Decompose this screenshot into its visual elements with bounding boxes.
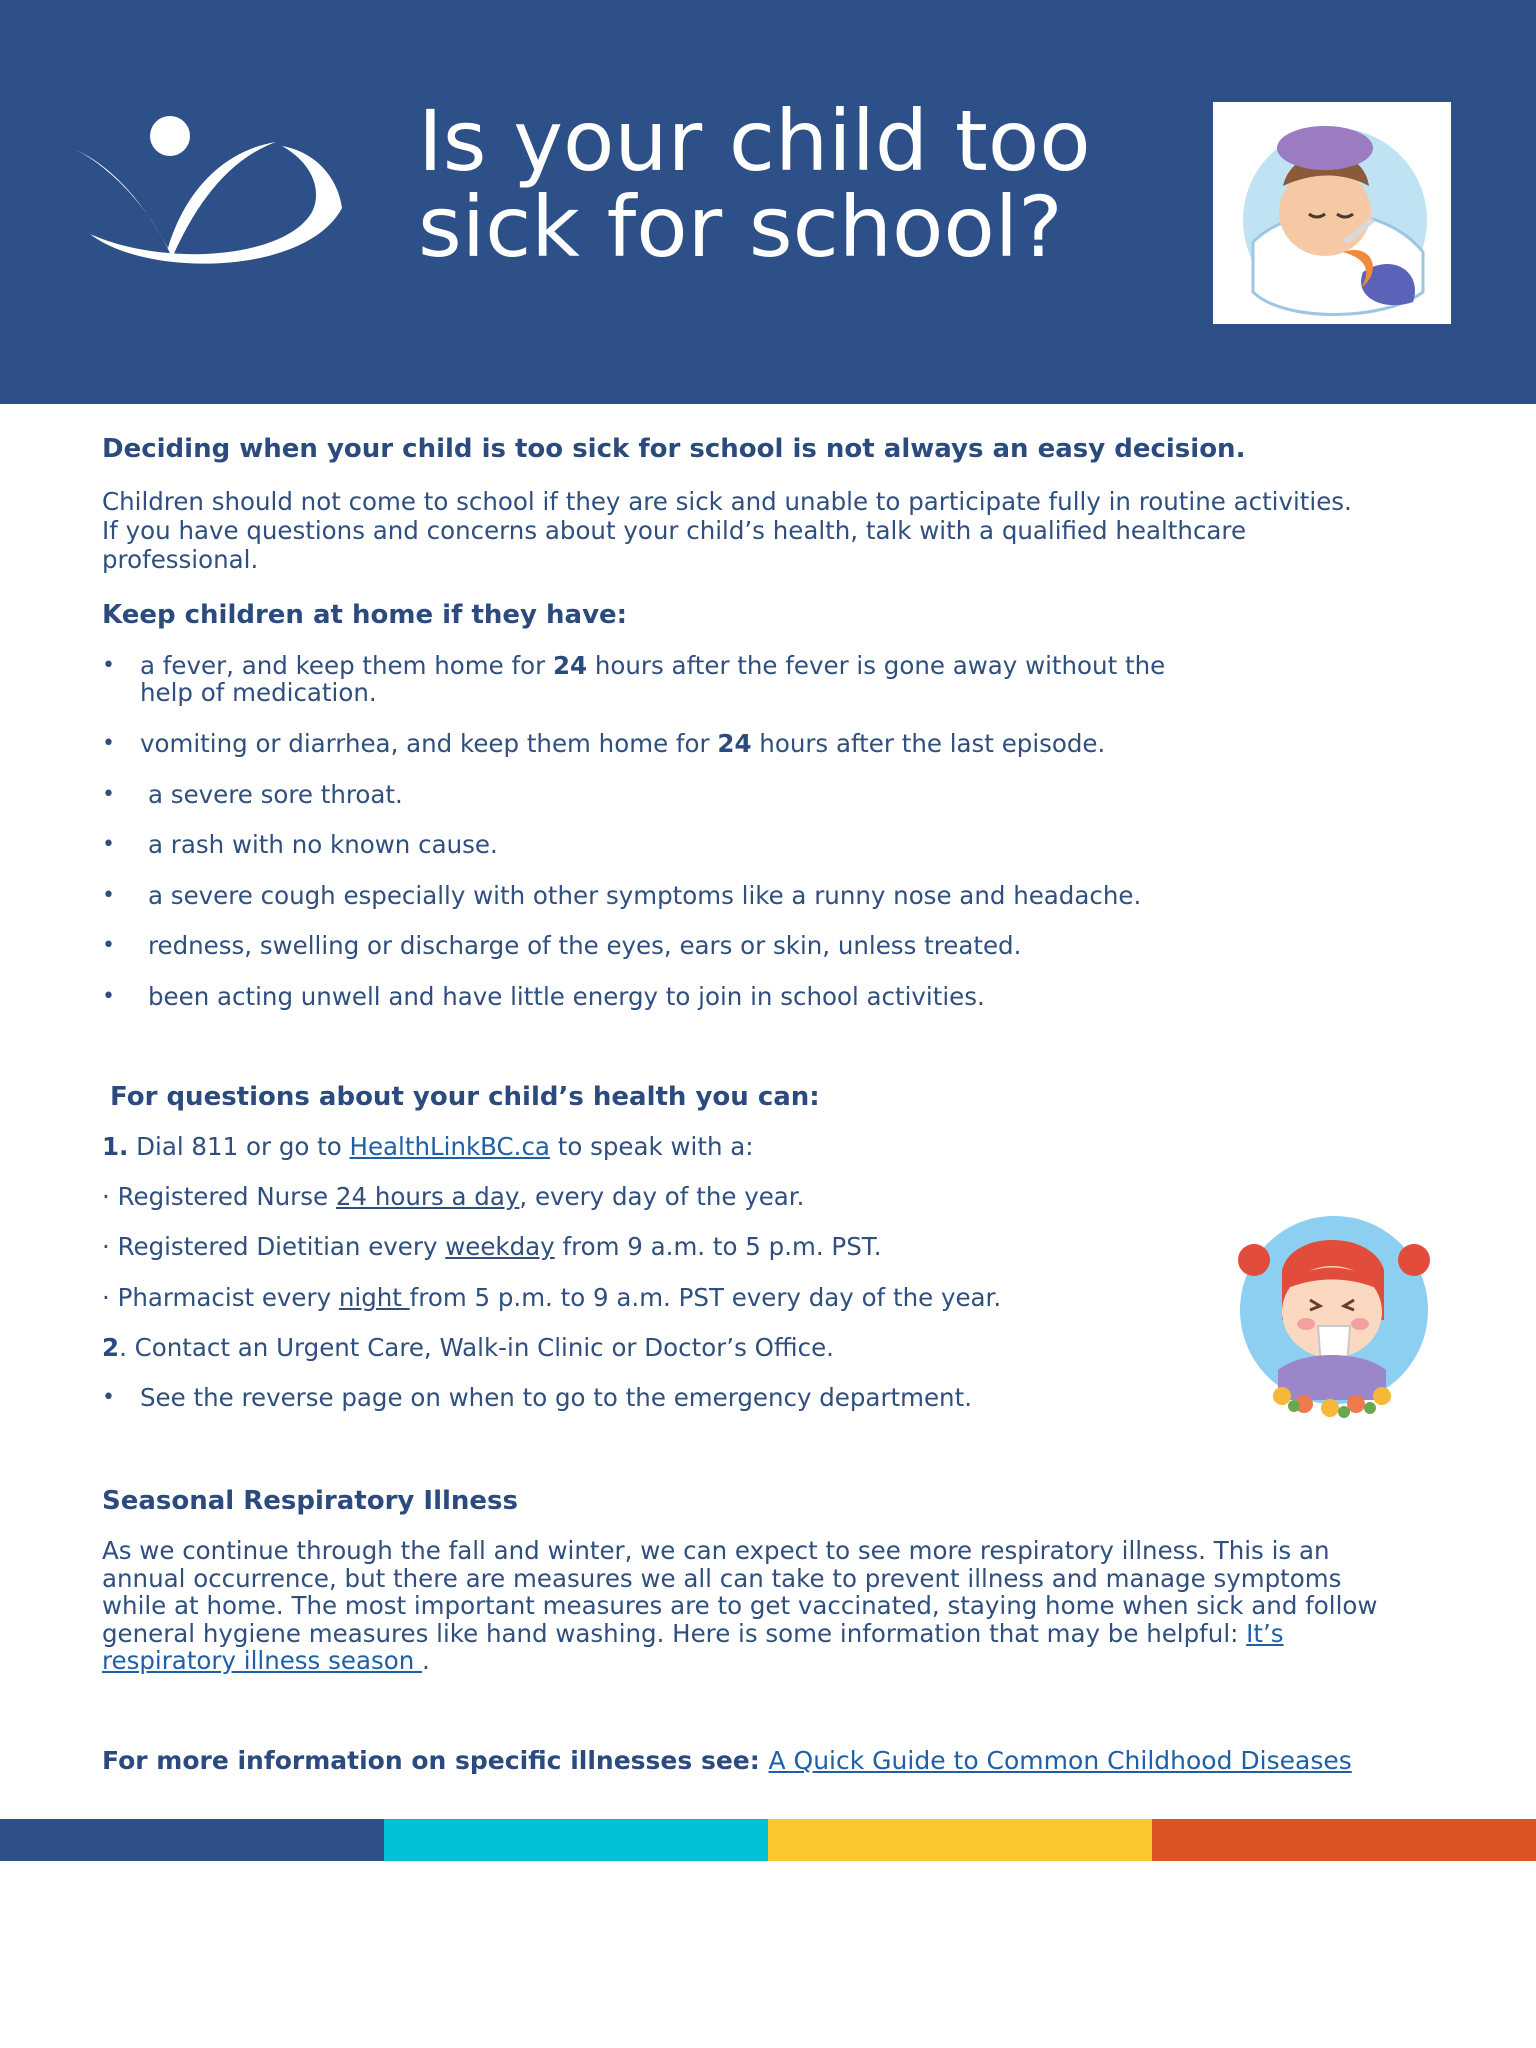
step-1-line [102,1132,754,1161]
title-line-2: sick for school? [418,178,1063,276]
step-2-text: . Contact an Urgent Care, Walk-in Clinic or Doctor’s Office. [119,1333,834,1362]
step-1-number: 1. [102,1132,129,1161]
intro-line-1: Children should not come to school if they are sick and unable to participate fully in routine activities. [102,487,1352,516]
bullet-icon: • [102,1385,115,1410]
bullet-icon: • [102,653,115,678]
nurse-text-pre: · Registered Nurse [102,1182,336,1211]
more-info-line [102,1746,1352,1775]
seasonal-line-2: annual occurrence, but there are measures we all can take to prevent illness and manage symptoms [102,1563,1342,1593]
list-item-text: a severe sore throat. [148,780,403,809]
intro-heading: Deciding when your child is too sick for school is not always an easy decision. [102,434,1246,464]
intro-line-3: professional. [102,545,259,574]
footer-stripe-orange [1152,1819,1536,1861]
seasonal-line-4: general hygiene measures like hand washing. Here is some information that may be helpful: [102,1618,1247,1648]
list-item-text [140,652,1300,706]
sneezing-child-illustration [1222,1200,1442,1428]
intro-line-2: If you have questions and concerns about your child’s health, talk with a qualified healthcare [102,516,1247,545]
list-item-text: redness, swelling or discharge of the eyes, ears or skin, unless treated. [148,931,1022,960]
childhood-diseases-link[interactable]: A Quick Guide to Common Childhood Diseases [768,1746,1352,1775]
respiratory-season-link[interactable]: It’s [1246,1618,1284,1648]
pharmacist-line [102,1283,1001,1312]
bullet-icon: • [102,984,115,1009]
list-item-text: a rash with no known cause. [148,830,498,859]
dietitian-text-pre: · Registered Dietitian every [102,1232,446,1261]
keep-home-heading: Keep children at home if they have: [102,600,628,630]
bullet-icon: • [102,933,115,958]
footer-stripe-cyan [384,1819,768,1861]
seasonal-heading: Seasonal Respiratory Illness [102,1486,518,1516]
list-item-text: a severe cough especially with other symptoms like a runny nose and headache. [148,881,1142,910]
title-line-1: Is your child too [418,92,1091,190]
seasonal-line-3: while at home. The most important measures are to get vaccinated, staying home when sick and follow [102,1591,1378,1620]
pharmacist-text-pre: · Pharmacist every [102,1283,339,1312]
seasonal-line-5-end: . [422,1646,430,1675]
vomit-hours: 24 [717,729,752,758]
fever-text-pre: a fever, and keep them home for [140,651,553,680]
bullet-icon: • [102,883,115,908]
step-2-line [102,1333,834,1362]
seasonal-paragraph [102,1537,1442,1675]
dietitian-line [102,1232,882,1261]
fever-text-post: hours after the fever is gone away without the [587,651,1166,680]
nurse-hours: 24 hours a day [335,1182,520,1211]
sick-child-icon [1213,102,1451,324]
pharmacist-night: night [338,1283,410,1312]
footer-stripe-yellow [768,1819,1152,1861]
vomit-text-pre: vomiting or diarrhea, and keep them home for [140,729,718,758]
sick-child-illustration [1213,102,1451,324]
bullet-icon: • [102,832,115,857]
questions-heading: For questions about your child’s health you can: [110,1082,820,1112]
list-item-text [140,730,1300,757]
step-1-text-post: to speak with a: [549,1132,754,1161]
seasonal-line-1: As we continue through the fall and winter, we can expect to see more respiratory illness. This is an [102,1536,1330,1565]
page-title [418,92,1118,276]
bullet-icon: • [102,731,115,756]
list-item-text: been acting unwell and have little energy to join in school activities. [148,982,985,1011]
step-2-number: 2 [102,1333,120,1362]
vomit-text-post: hours after the last episode. [751,729,1106,758]
step-1-text-pre: Dial 811 or go to [128,1132,350,1161]
organization-logo [76,108,348,268]
fever-hours: 24 [552,651,588,680]
nurse-line [102,1182,804,1211]
healthlinkbc-link[interactable]: HealthLinkBC.ca [349,1132,550,1161]
dietitian-text-post: from 9 a.m. to 5 p.m. PST. [554,1232,882,1261]
dietitian-weekday: weekday [445,1232,555,1261]
respiratory-season-link-cont[interactable]: respiratory illness season [102,1646,423,1675]
list-item-text: See the reverse page on when to go to the emergency department. [140,1383,972,1412]
nurse-text-post: , every day of the year. [519,1182,805,1211]
more-info-label: For more information on specific illnesses see: [102,1746,769,1775]
pharmacist-text-post: from 5 p.m. to 9 a.m. PST every day of the year. [409,1283,1002,1312]
header-banner [0,0,1536,404]
intro-paragraph [102,487,1442,574]
fever-text-line2: help of medication. [140,678,377,707]
bullet-icon: • [102,782,115,807]
footer-stripe-blue [0,1819,384,1861]
